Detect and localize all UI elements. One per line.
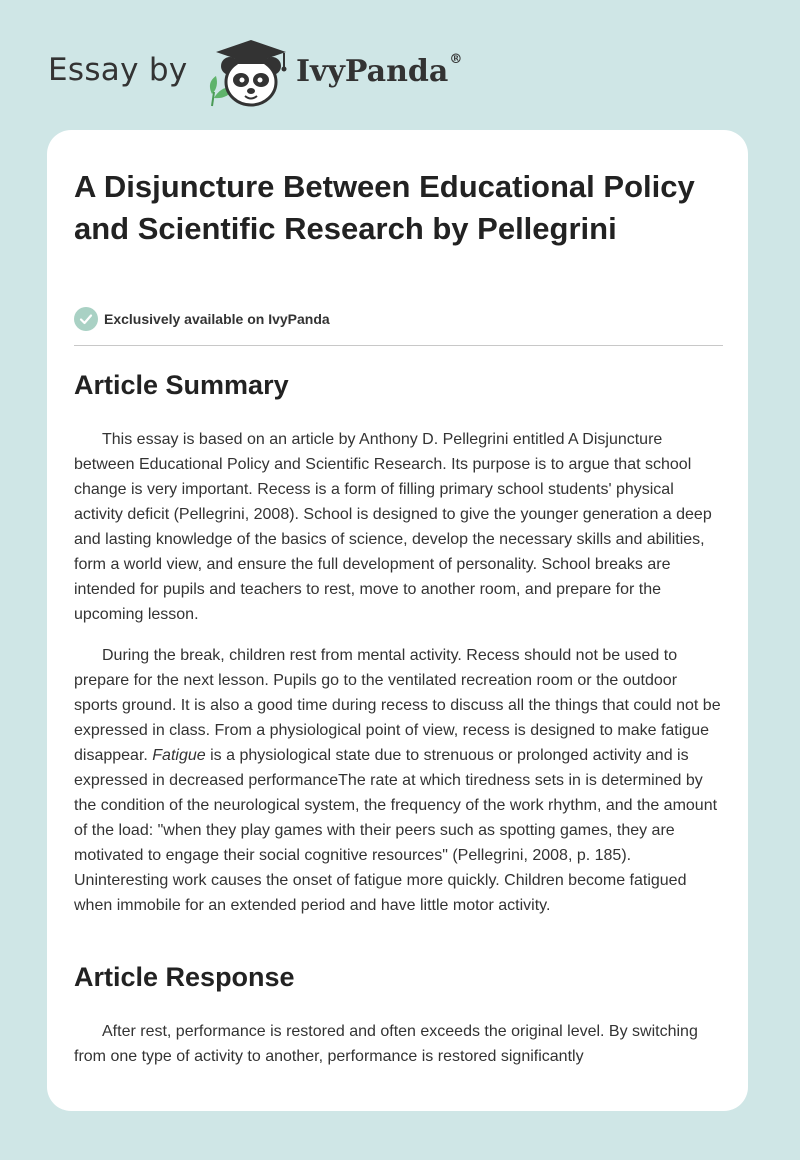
article-summary-heading: Article Summary <box>74 370 289 400</box>
essay-by-label: Essay by <box>48 52 188 88</box>
summary-paragraph-1: This essay is based on an article by Anthony D. Pellegrini entitled A Disjuncture between Educational Policy and Scientific Research. Its purpose is to argue that school change is very important. Recess is a form of filling primary school students' physical activity deficit (Pellegrini, 2008). School is designed to give the younger generation a deep and lasting knowledge of the basics of science, develop the necessary skills and abilities, form a world view, and ensure the full development of personality. School breaks are intended for pupils and teachers to rest, move to another room, and prepare for the upcoming lesson. <box>74 431 712 623</box>
brand-name[interactable]: IvyPanda® <box>296 52 463 89</box>
check-icon <box>74 307 98 331</box>
article-title: A Disjuncture Between Educational Policy and Scientific Research by Pellegrini <box>74 169 695 246</box>
registered-mark: ® <box>449 52 463 67</box>
summary-paragraph-2-part-a: During the break, children rest from mental activity. Recess should not be used to prepare for the next lesson. Pupils go to the ventilated recreation room or the outdoor sports ground. It is also a good time during recess to discuss all the things that could not be expressed in class. From a physiological point of view, recess is designed to make fatigue disappear. <box>74 647 721 764</box>
article-card <box>47 130 748 1111</box>
response-paragraph-1: After rest, performance is restored and often exceeds the original level. By switching from one type of activity to another, performance is restored significantly <box>74 1023 698 1065</box>
summary-paragraph-2 <box>74 643 724 918</box>
exclusive-badge-label: Exclusively available on IvyPanda <box>104 311 330 327</box>
exclusive-badge <box>74 306 330 332</box>
site-header <box>0 0 800 130</box>
title-divider <box>74 345 723 346</box>
panda-graduate-icon[interactable] <box>202 36 292 110</box>
article-response-heading: Article Response <box>74 962 295 992</box>
summary-paragraph-2-part-b: is a physiological state due to strenuous or prolonged activity and is expressed in decreased performanceThe rate at which tiredness sets in is determined by the condition of the neurological system, the frequency of the work rhythm, and the amount of the load: "when they play games with their peers such as spotting games, they are motivated to engage their social cognitive resources" (Pellegrini, 2008, p. 185). Uninteresting work causes the onset of fatigue more quickly. Children become fatigued when immobile for an extended period and have little motor activity. <box>74 747 718 914</box>
fatigue-term: Fatigue <box>152 747 206 764</box>
